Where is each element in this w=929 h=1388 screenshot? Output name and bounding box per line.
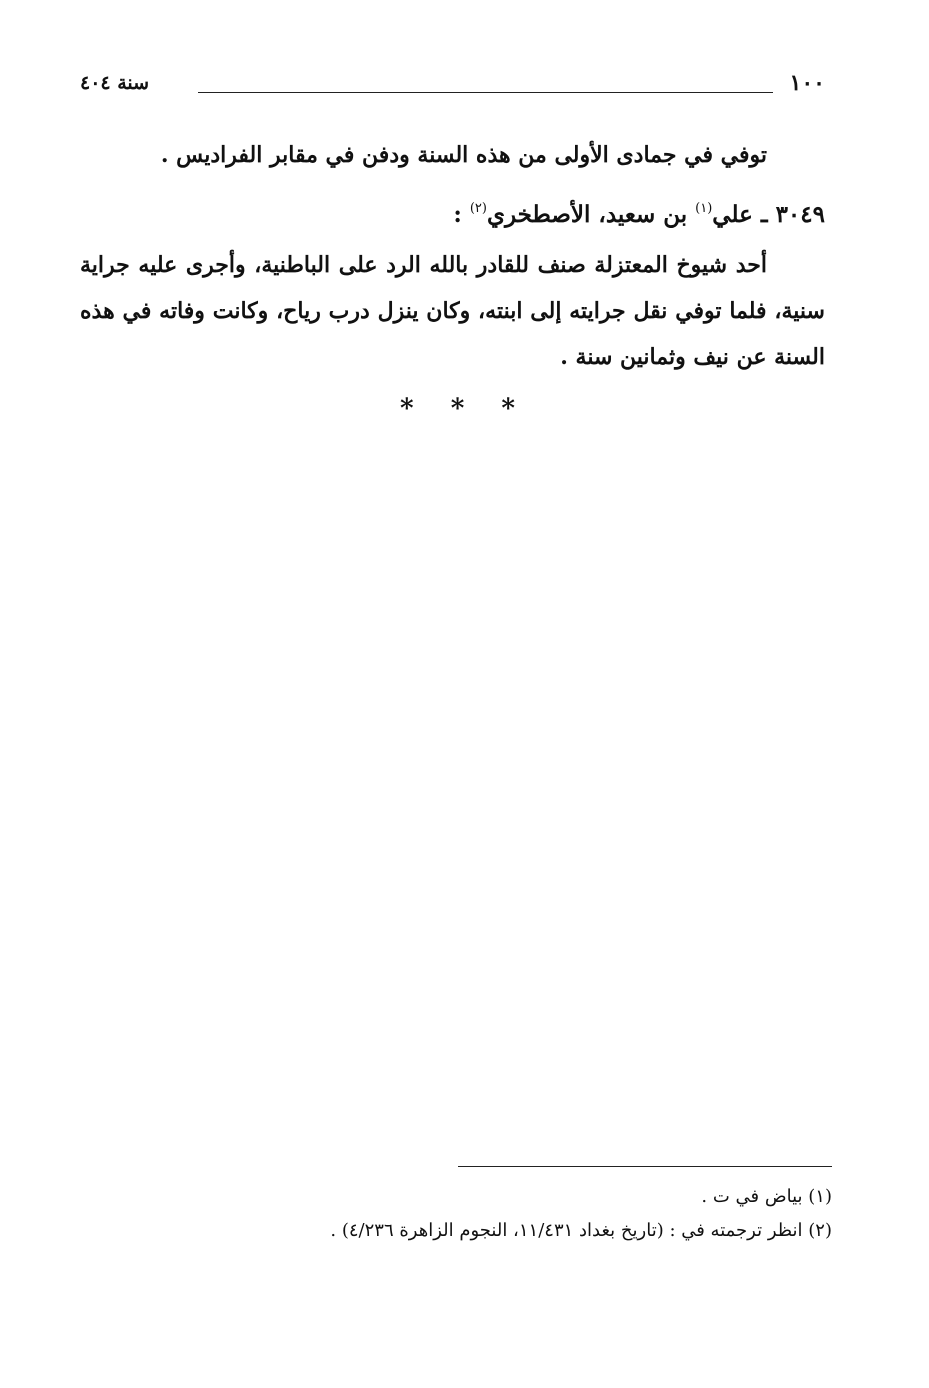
- section-divider: * * *: [400, 394, 529, 424]
- footnote-rule: [458, 1166, 832, 1167]
- entry-paragraph: أحد شيوخ المعتزلة صنف للقادر بالله الرد على الباطنية، وأجرى عليه جراية سنية، فلما توفي نقل جرايته إلى ابنته، وكان ينزل درب رياح، وكانت وفاته في هذه السنة عن نيف وثمانين سنة .: [80, 252, 825, 370]
- footnote-ref-2: (٢): [469, 201, 487, 216]
- entry-heading: [80, 186, 825, 238]
- footnote-ref-1: (١): [695, 201, 713, 216]
- entry-name-first: علي: [712, 201, 753, 228]
- footnote-2: (٢) انظر ترجمته في : (تاريخ بغداد ١١/٤٣١، النجوم الزاهرة ٤/٢٣٦) .: [330, 1220, 832, 1241]
- page-header: [80, 68, 825, 108]
- entry-colon: :: [453, 201, 462, 228]
- continuation-paragraph: توفي في جمادى الأولى من هذه السنة ودفن في مقابر الفراديس .: [160, 142, 767, 168]
- running-head: سنة ٤٠٤: [80, 72, 150, 94]
- footnotes: [80, 1180, 832, 1248]
- page-number: ١٠٠: [789, 70, 825, 96]
- entry-number: ٣٠٤٩ ـ: [760, 201, 825, 228]
- footnote-1: (١) بياض في ت .: [701, 1186, 832, 1207]
- header-rule: [198, 92, 773, 93]
- entry-name-rest: بن سعيد، الأصطخري: [486, 201, 688, 228]
